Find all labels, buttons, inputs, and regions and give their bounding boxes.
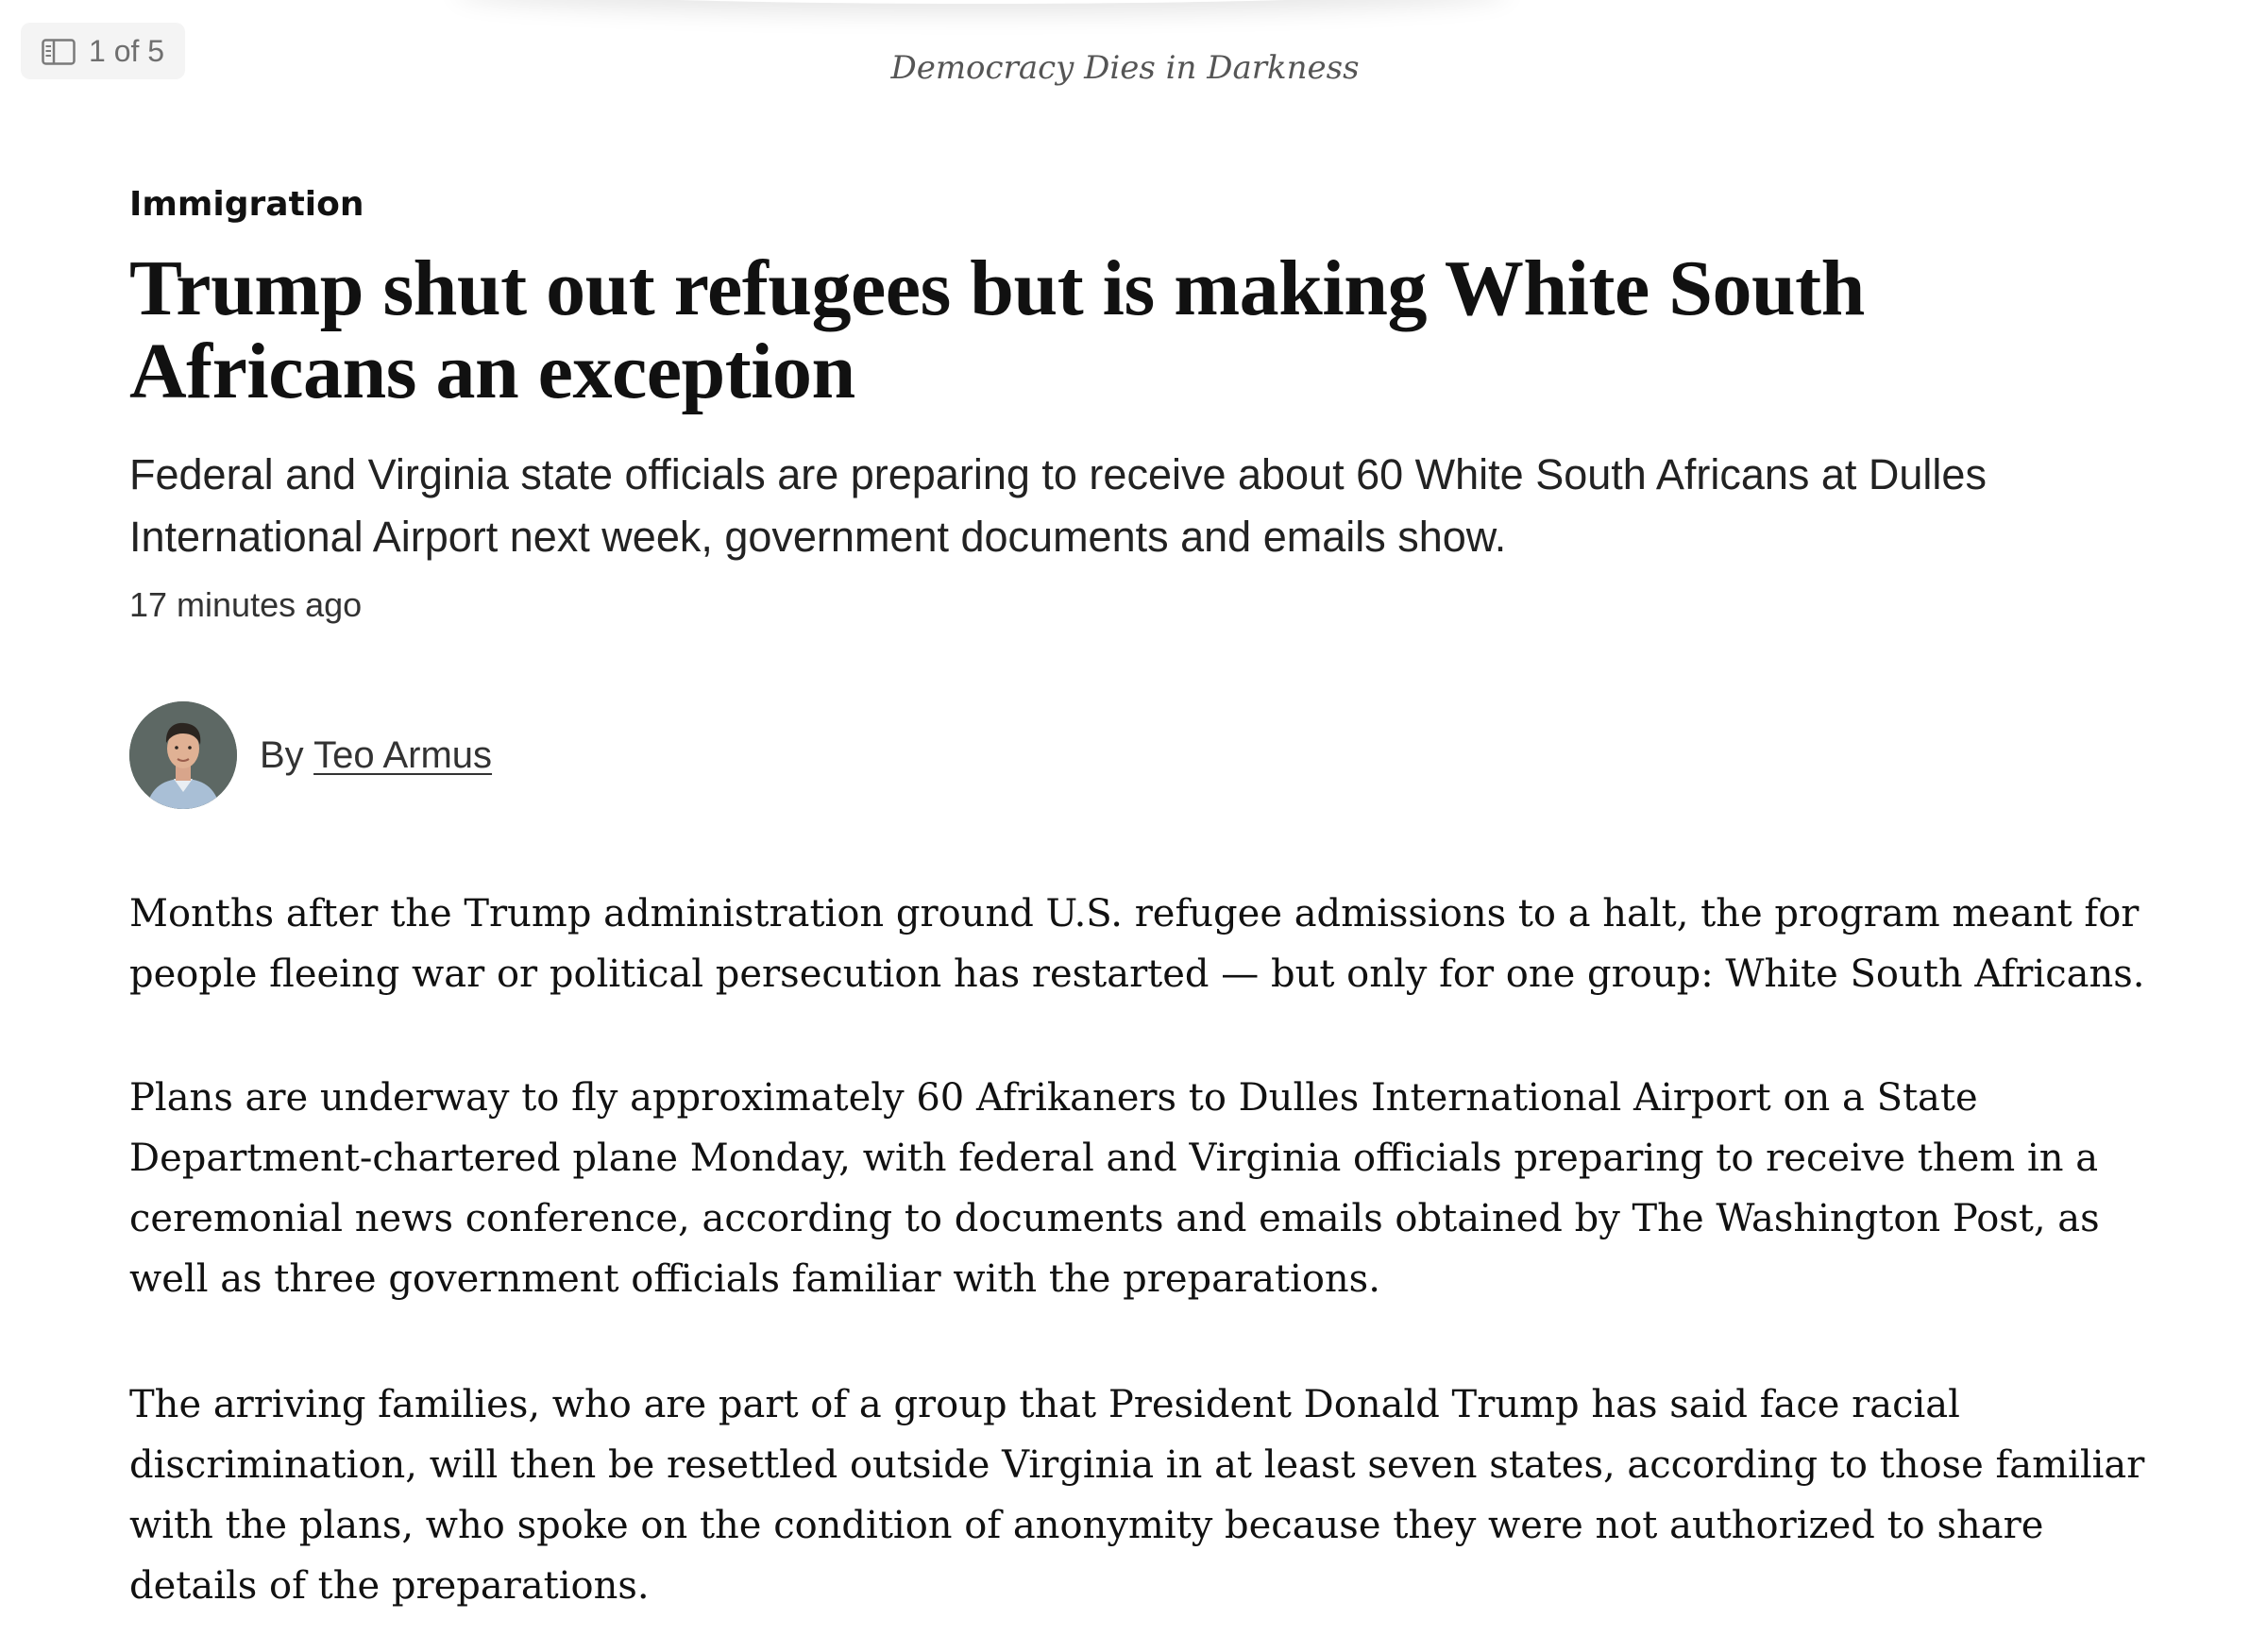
page-counter-label: 1 of 5 [89,33,165,68]
byline [129,700,492,810]
author-link[interactable]: Teo Armus [313,733,493,776]
article-headline: Trump shut out refugees but is making White South Africans an exception [129,244,1865,415]
section-label[interactable]: Immigration [129,185,364,224]
article-paragraph: Months after the Trump administration ground U.S. refugee admissions to a halt, the program meant for people fleeing war or political persecution has restarted — but only for one group: White South Africans. [129,892,2145,996]
byline-prefix: By [260,733,304,776]
article-paragraph: The arriving families, who are part of a group that President Donald Trump has said face racial discrimination, will then be resettled outside Virginia in at least seven states, according to those familiar with the plans, who spoke on the condition of anonymity because they were not authorized to share details of the preparations. [129,1383,2145,1608]
author-avatar[interactable] [129,701,237,809]
masthead-tagline: Democracy Dies in Darkness [890,49,1360,87]
article-timestamp: 17 minutes ago [129,585,363,624]
top-edge-shadow [453,0,1511,4]
article-subheadline: Federal and Virginia state officials are preparing to receive about 60 White South Africans at Dulles International Airport next week, government documents and emails show. [129,450,1987,561]
byline-text [260,734,492,777]
article-paragraph: Plans are underway to fly approximately 60 Afrikaners to Dulles International Airport on a State Department-chartered plane Monday, with federal and Virginia officials preparing to receive them in a ceremonial news conference, according to documents and emails obtained by The Washington Post, as well as three government officials familiar with the preparations. [129,1076,2100,1301]
